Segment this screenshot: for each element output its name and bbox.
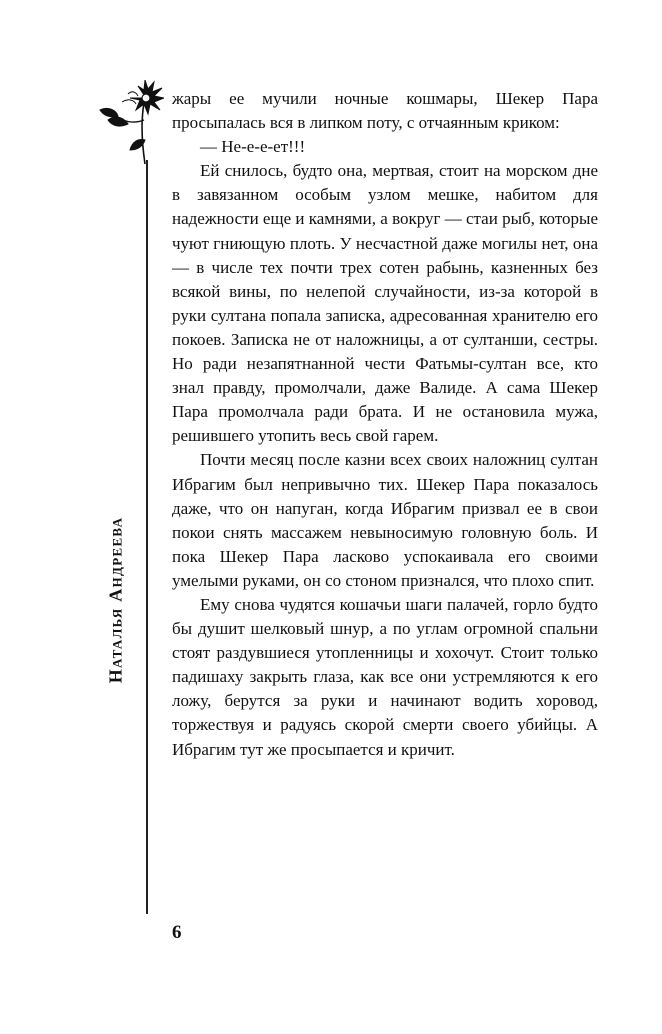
paragraph: жары ее мучили ночные кошмары, Шекер Пара просыпалась вся в липком поту, с отчаянным криком: [172,89,598,133]
page-number: 6 [172,922,182,943]
vertical-rule [146,160,148,914]
paragraph: — Не-е-е-ет!!! [200,137,306,157]
paragraph: Ему снова чудятся кошачьи шаги палачей, горло будто бы душит шелковый шнур, а по углам огромной спальни стоят раздувшиеся утопленницы и хохочут. Стоит только падишаху закрыть глаза, как все они устремляются к его ложу, берутся за руки и начинают водить хоровод, торжествуя и радуясь скорой смерти своего убийцы. А Ибрагим тут же просыпается и кричит. [172,594,598,759]
running-header-author: Наталья Андреева [105,516,126,684]
paragraph: Ей снилось, будто она, мертвая, стоит на морском дне в завязанном особым узлом мешке, набитом для надежности еще и камнями, а вокруг — стаи рыб, которые чуют гниющую плоть. У несчастной даже могилы нет, она — в числе тех почти трех сотен рабынь, казненных без всякой вины, по нелепой случайности, из-за которой в руки султана попала записка, адресованная хранителю его покоев. Записка не от наложницы, а от султанши, сестры. Но ради незапятнанной чести Фатьмы-султан все, кто знал правду, промолчали, даже Валиде. А сама Шекер Пара промолчала ради брата. И не остановила мужа, решившего утопить весь свой гарем. [172,161,598,446]
flower-ornament-icon [98,80,164,166]
body-text [172,87,598,762]
paragraph: Почти месяц после казни всех своих наложниц султан Ибрагим был непривычно тих. Шекер Пара показалось даже, что он напуган, когда Ибрагим призвал ее в свои покои снять массажем невыносимую головную боль. И пока Шекер Пара ласково успокаивала его своими умелыми руками, он со стоном признался, что плохо спит. [172,450,598,590]
